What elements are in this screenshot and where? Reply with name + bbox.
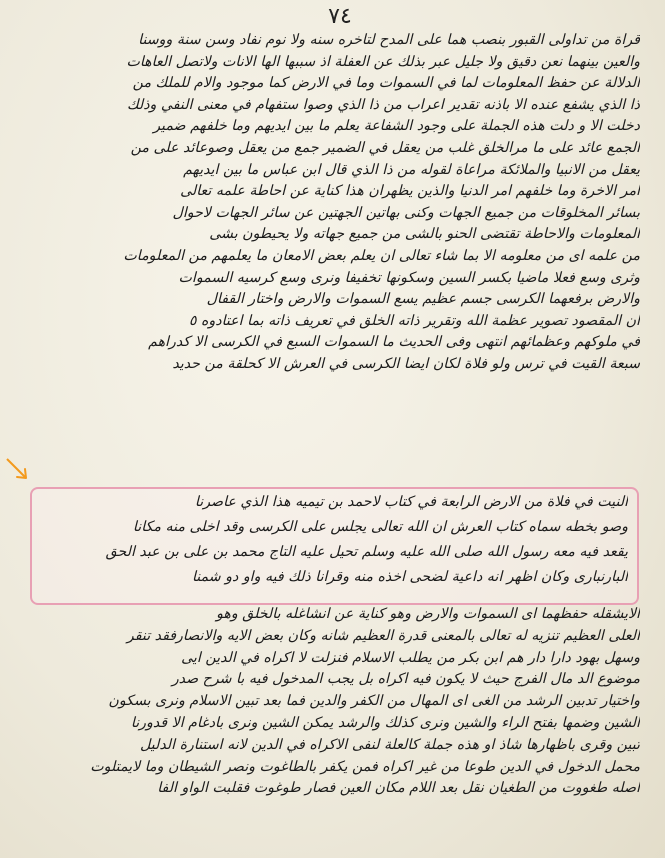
highlighted-line: وصو بخطه سماه كتاب العرش ان الله تعالى يجلس على الكرسى وقد اخلى منه مكانا bbox=[132, 519, 628, 535]
highlighted-line: النيت في فلاة من الارض الرابعة في كتاب لاحمد بن تيميه هذا الذي عاصرنا bbox=[194, 494, 628, 510]
text-line: الجمع عائد على ما مرالخلق غلب من يعقل في الضمير جمع من يعقل وصوعائد على من bbox=[130, 139, 640, 156]
text-line: دخلت الا و دلت هذه الجملة على وجود الشفاعة يعلم ما بين ايديهم وما خلفهم ضمير bbox=[153, 118, 640, 135]
text-line: سبعة القيت في ترس ولو فلاة لكان ايضا الكرسى في العرش الا كحلقة من حديد bbox=[172, 355, 640, 372]
text-line: محمل الدخول في الدين طوعا من غير اكراه فمن يكفر بالطاغوت ونصر الشيطان وما لايمتلوت bbox=[90, 758, 640, 775]
text-line: تبين وقرى باظهارها شاذ او هذه جملة كالعلة لنفى الاكراه في الدين لانه استنارة الدليل bbox=[140, 736, 640, 753]
text-line: الايشقله حفظهما اى السموات والارض وهو كناية عن انشاغله بالخلق وهو bbox=[216, 606, 640, 622]
text-line: العلى العظيم تنزيه له تعالى بالمعنى قدرة العظيم شانه وكان بعض الايه والانصارفقد تنقر bbox=[126, 627, 640, 644]
text-line: يعقل من الانبيا والملائكة مراعاة لقوله من ذا الذي قال ابن عباس ما بين ايديهم bbox=[183, 161, 640, 178]
text-line: الشين وضمها بفتح الراء والشين ونرى كذلك والرشد يمكن الشين ونرى بادغام الا قدورنا bbox=[130, 714, 640, 731]
text-line: المعلومات والاحاطة تقتضى الحنو بالشى من جميع جهاته ولا يحيطون بشى bbox=[209, 226, 640, 243]
text-line: وسهل بهود دارا دار هم ابن بكر من يطلب الاسلام فنزلت لا اكراه في الدين ايى bbox=[181, 649, 640, 666]
text-line: الدلالة عن حفظ المعلومات لما في السموات وما في الارض كما موجود والام للملك من bbox=[132, 75, 640, 92]
highlighted-line: يقعد فيه معه رسول الله صلى الله عليه وسلم تحيل عليه التاج محمد بن على بن عبد الحق bbox=[105, 544, 628, 560]
highlighted-passage bbox=[38, 490, 628, 590]
text-line: ان المقصود تصوير عظمة الله وتقرير ذاته الخلق في تعريف ذاته بما اعتادوه ٥ bbox=[188, 312, 640, 329]
highlighted-line: البارنبارى وكان اظهر انه داعية لضحى اخذه منه وقرانا ذلك فيه واو دو شمنا bbox=[191, 569, 628, 585]
text-line: واختيار تدبين الرشد من الغى اى المهال من الكفر والدين فما بعد تبين الاسلام ونرى بسكون bbox=[108, 693, 640, 710]
text-line: من علمه اى من معلومه الا بما شاء تعالى ان يعلم بعض الامعان ما يعلمهم من المعلومات bbox=[123, 247, 640, 264]
text-line: والعين بينهما نعن دقيق ولا جليل عبر بذلك عن العفلة اذ سببها الها الانات ولاتصل العاهات bbox=[126, 53, 640, 70]
text-line: اصله طغووت من الطغيان نقل بعد اللام مكان العين فصار طوغوت فقلبت الواو الفا bbox=[157, 780, 640, 797]
text-line: امر الاخرة وما خلفهم امر الدنيا والذين يظهران هذا كناية عن احاطة علمه تعالى bbox=[180, 183, 640, 200]
paragraph-top bbox=[28, 30, 640, 376]
text-line: بسائر المخلوقات من جميع الجهات وكنى بهاتين الجهتين عن سائر الجهات لاحوال bbox=[172, 204, 640, 221]
text-line: ذا الذي يشفع عنده الا باذنه تقدير اعراب من ذا الذي وصوا ستفهام في معنى النفي وذلك bbox=[126, 96, 640, 113]
text-line: قراة من تداولى القبور بنصب هما على المدح لتاخره سنه ولا نوم نفاد وسن سنة ووسنا bbox=[138, 32, 640, 48]
paragraph-bottom bbox=[28, 604, 640, 800]
text-line: في ملوكهم وعظمائهم انتهى وفى الحديث ما السموات السبع في الكرسى الا كدراهم bbox=[148, 334, 640, 351]
text-line: موضوع الد مال الفرج حيث لا يكون فيه اكراه بل يجب المدخول فيه با شرح صدر bbox=[171, 671, 640, 688]
text-line: والارض برفعهما الكرسى جسم عظيم يسع السموات والارض واختار القفال bbox=[206, 291, 640, 308]
text-line: وثرى وسع فعلا ماضيا بكسر السين وسكونها تخفيفا ونرى وسع كرسيه السموات bbox=[178, 269, 640, 286]
page-number: ٧٤ bbox=[328, 4, 352, 29]
arrow-marker-icon bbox=[4, 456, 34, 486]
